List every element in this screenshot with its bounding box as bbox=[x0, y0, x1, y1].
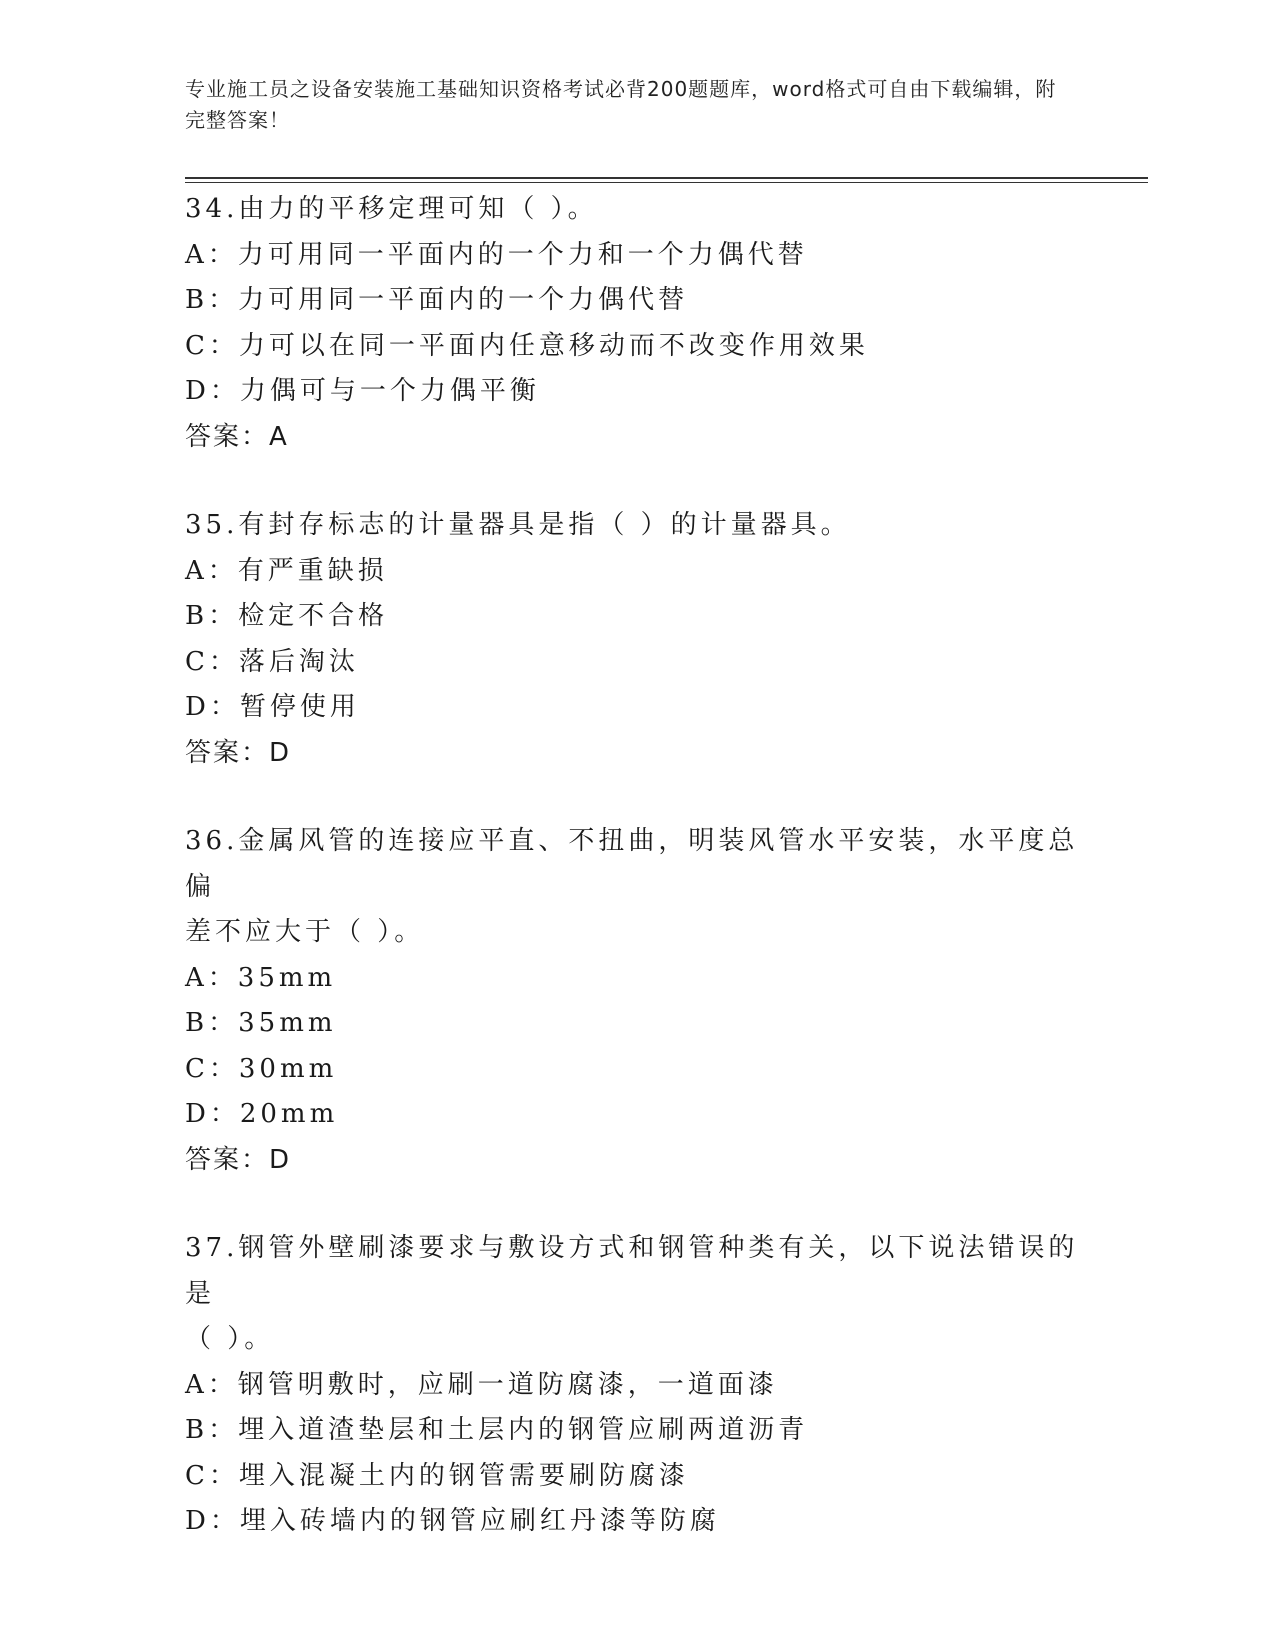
question-36 bbox=[185, 819, 1085, 1183]
question-stem: 36.金属风管的连接应平直、不扭曲，明装风管水平安装，水平度总偏 bbox=[185, 826, 1079, 902]
answer: 答案：D bbox=[185, 1144, 292, 1175]
option-d: D：埋入砖墙内的钢管应刷红丹漆等防腐 bbox=[185, 1506, 720, 1536]
option-c: C：30mm bbox=[185, 1053, 338, 1084]
question-35 bbox=[185, 503, 1085, 776]
option-c: C：落后淘汰 bbox=[185, 646, 359, 677]
option-a: A：35mm bbox=[185, 962, 337, 993]
option-d: D：暂停使用 bbox=[185, 692, 360, 722]
option-c: C：力可以在同一平面内任意移动而不改变作用效果 bbox=[185, 330, 869, 361]
option-b: B：检定不合格 bbox=[185, 601, 389, 631]
question-stem: 37.钢管外壁刷漆要求与敷设方式和钢管种类有关，以下说法错误的是 bbox=[185, 1233, 1079, 1309]
option-d: D：20mm bbox=[185, 1099, 339, 1129]
option-b: B：力可用同一平面内的一个力偶代替 bbox=[185, 285, 689, 315]
header-divider bbox=[185, 177, 1148, 179]
document-header: 专业施工员之设备安装施工基础知识资格考试必背200题题库，word格式可自由下载编辑，附完整答案！ bbox=[185, 77, 1057, 132]
option-c: C：埋入混凝土内的钢管需要刷防腐漆 bbox=[185, 1460, 689, 1491]
header-divider-thin bbox=[185, 182, 1148, 183]
question-list bbox=[185, 187, 1085, 1545]
option-d: D：力偶可与一个力偶平衡 bbox=[185, 376, 540, 406]
option-b: B：35mm bbox=[185, 1008, 337, 1038]
question-stem-continued: （ ）。 bbox=[185, 1324, 275, 1354]
option-a: A：钢管明敷时，应刷一道防腐漆，一道面漆 bbox=[185, 1369, 778, 1400]
option-a: A：力可用同一平面内的一个力和一个力偶代替 bbox=[185, 239, 808, 270]
question-stem: 35.有封存标志的计量器具是指（ ）的计量器具。 bbox=[185, 510, 851, 540]
question-37 bbox=[185, 1226, 1085, 1545]
option-b: B：埋入道渣垫层和土层内的钢管应刷两道沥青 bbox=[185, 1415, 809, 1445]
option-a: A：有严重缺损 bbox=[185, 555, 388, 586]
answer: 答案：A bbox=[185, 421, 289, 452]
question-stem: 34.由力的平移定理可知（ ）。 bbox=[185, 194, 598, 224]
answer: 答案：D bbox=[185, 737, 292, 768]
question-stem-continued: 差不应大于（ ）。 bbox=[185, 917, 425, 947]
question-34 bbox=[185, 187, 1085, 460]
